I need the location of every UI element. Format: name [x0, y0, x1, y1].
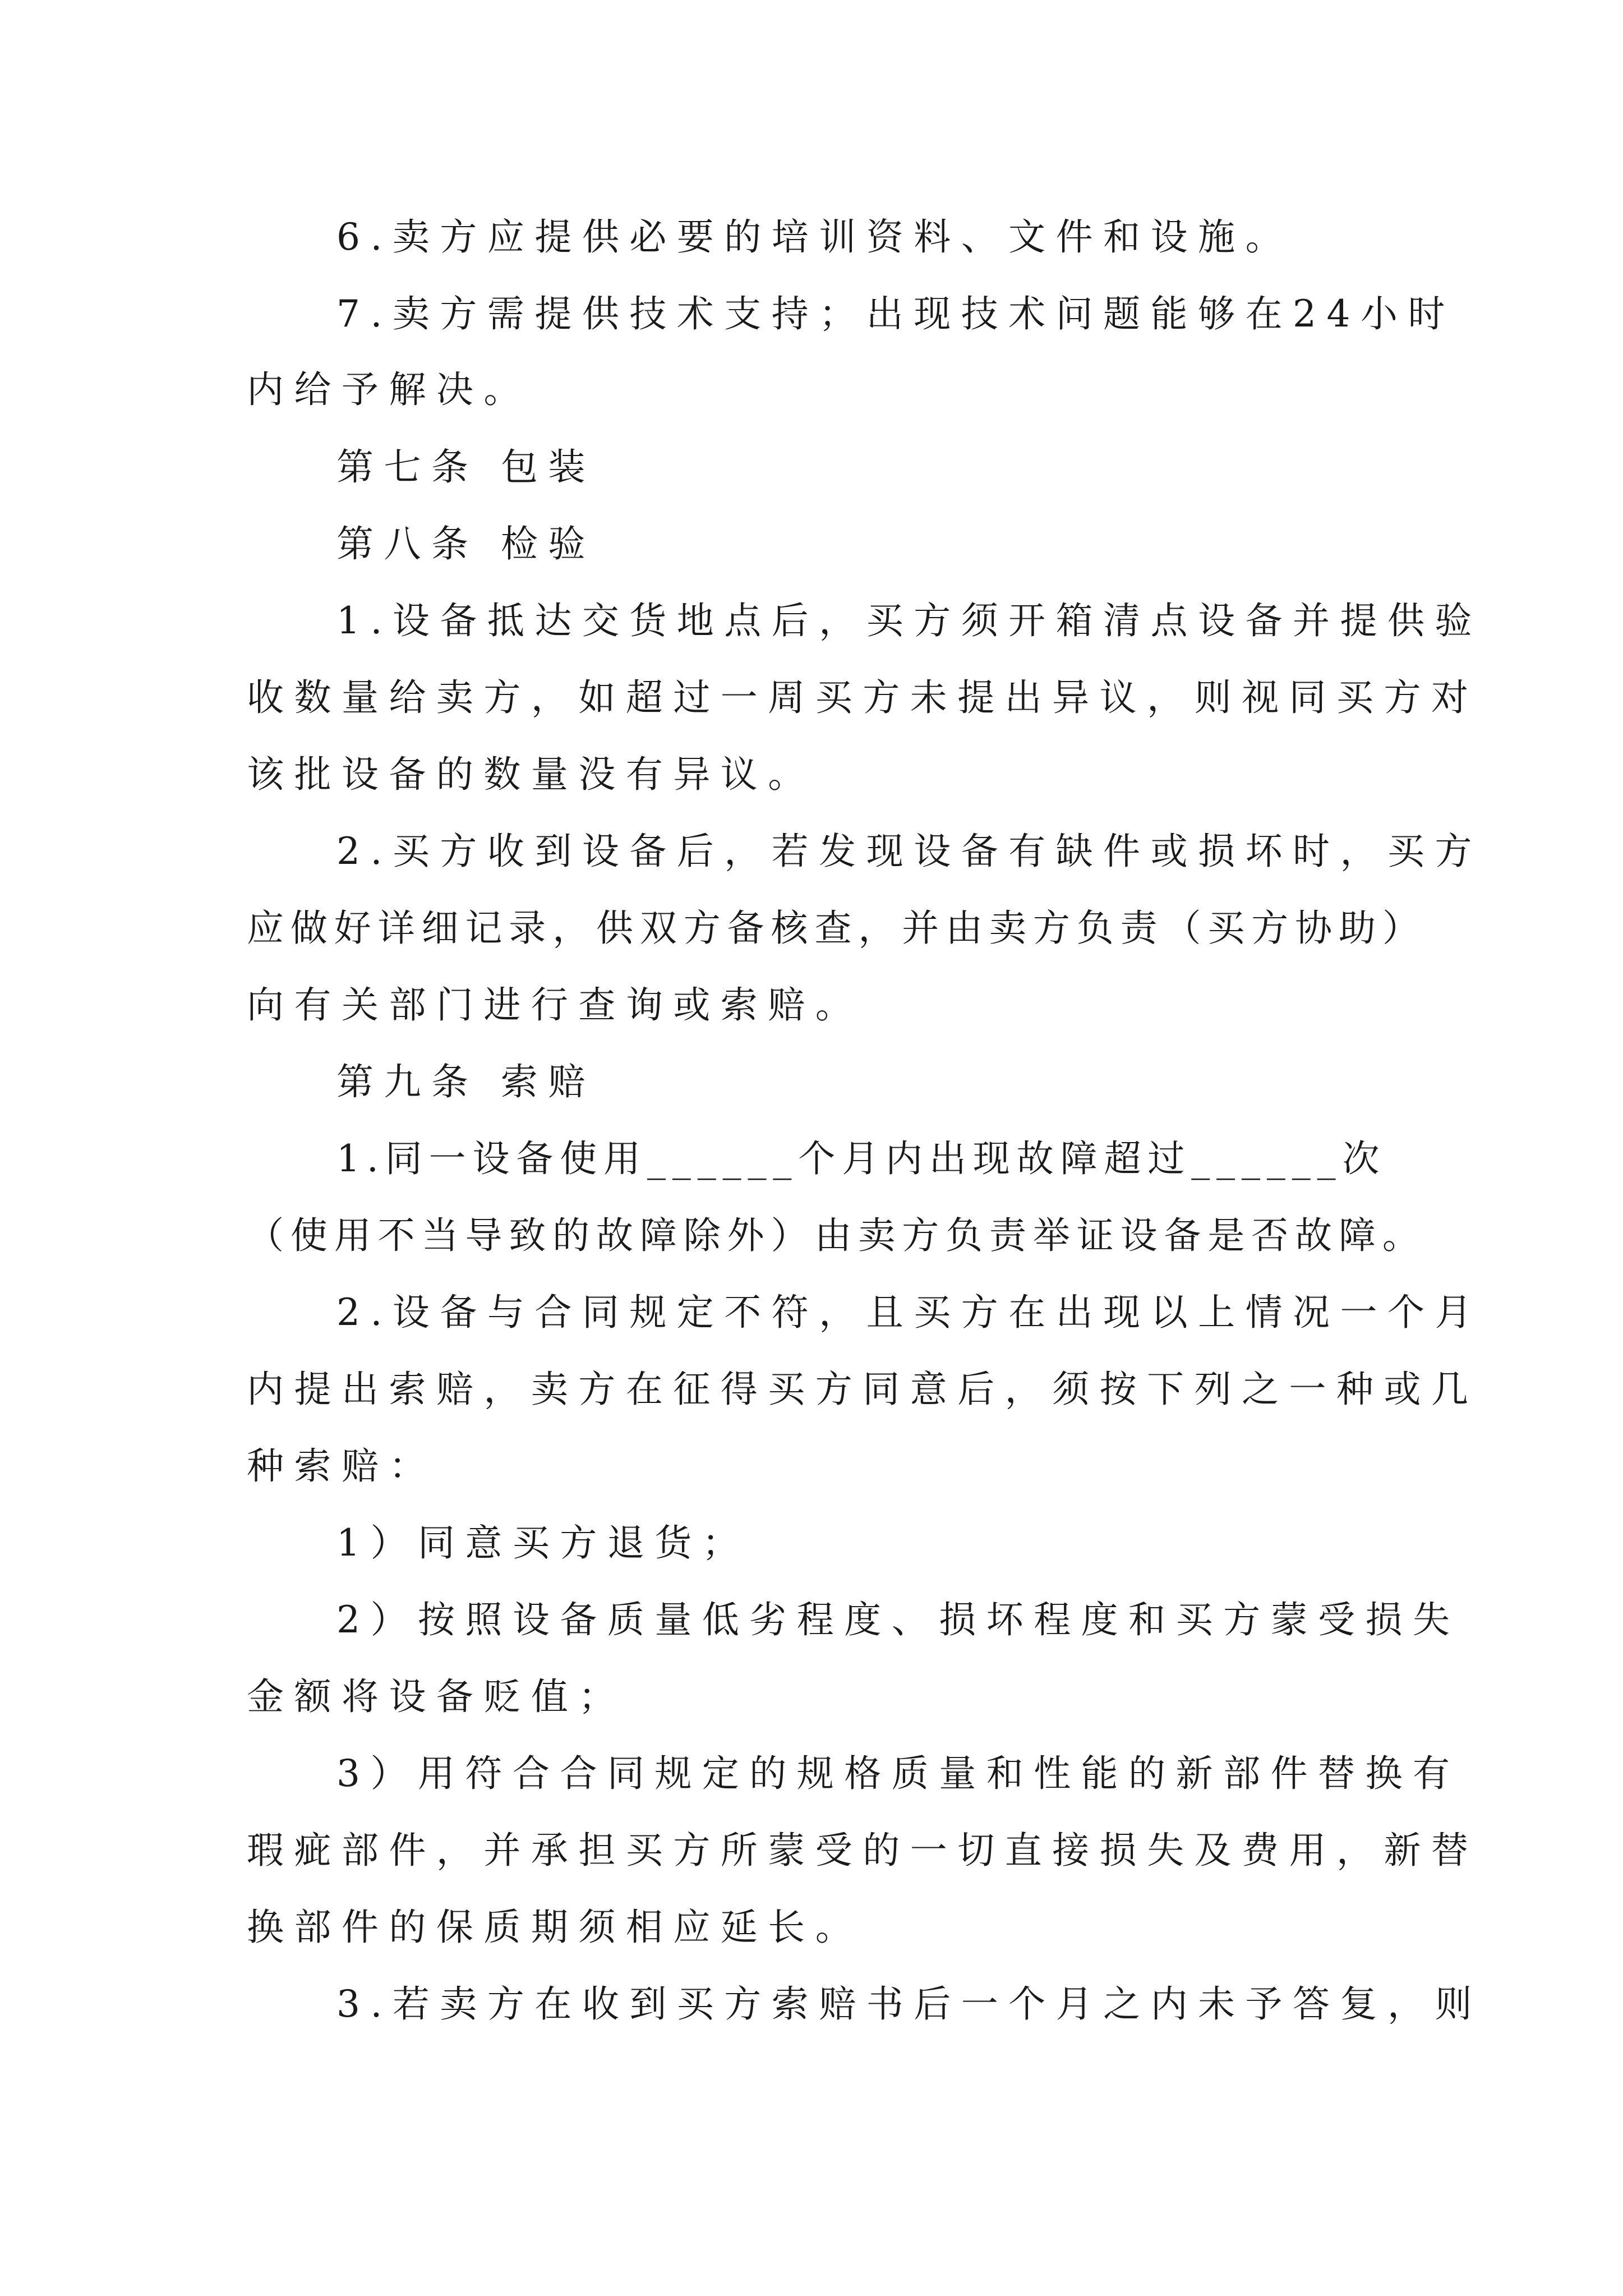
remedy-3: 3）用符合合同规定的规格质量和性能的新部件替换有 — [336, 1752, 1460, 1795]
article-8-item-2-cont-2: 向有关部门进行查询或索赔。 — [247, 983, 863, 1027]
clause-7-text: 7.卖方需提供技术支持；出现技术问题能够在24小时 — [336, 292, 1455, 335]
article-9-item-2: 2.设备与合同规定不符，且买方在出现以上情况一个月 — [336, 1291, 1482, 1334]
article-9-item-3: 3.若卖方在收到买方索赔书后一个月之内未予答复，则 — [336, 1982, 1482, 2026]
article-8-item-1-cont-2: 该批设备的数量没有异议。 — [247, 753, 815, 796]
remedy-3-cont-2: 换部件的保质期须相应延长。 — [247, 1906, 863, 1949]
remedy-1: 1）同意买方退货； — [336, 1521, 750, 1565]
article-9-item-2-cont-1: 内提出索赔，卖方在征得买方同意后，须按下列之一种或几 — [247, 1368, 1479, 1411]
remedy-2-cont: 金额将设备贬值； — [247, 1675, 626, 1718]
article-7-heading: 第七条 包装 — [336, 445, 596, 489]
article-9-item-1: 1.同一设备使用______个月内出现故障超过______次 — [336, 1137, 1386, 1180]
article-8-item-1-cont-1: 收数量给卖方，如超过一周买方未提出异议，则视同买方对 — [247, 676, 1479, 719]
article-9-item-1-cont: （使用不当导致的故障除外）由卖方负责举证设备是否故障。 — [247, 1214, 1426, 1257]
article-8-item-1: 1.设备抵达交货地点后，买方须开箱清点设备并提供验 — [336, 599, 1482, 642]
clause-6-text: 6.卖方应提供必要的培训资料、文件和设施。 — [336, 215, 1293, 259]
article-8-item-2: 2.买方收到设备后，若发现设备有缺件或损坏时，买方 — [336, 830, 1482, 873]
article-8-item-2-cont-1: 应做好详细记录，供双方备核查，并由卖方负责（买方协助） — [247, 907, 1426, 950]
article-9-item-2-cont-2: 种索赔： — [247, 1444, 436, 1488]
article-8-heading: 第八条 检验 — [336, 522, 596, 565]
remedy-2: 2）按照设备质量低劣程度、损坏程度和买方蒙受损失 — [336, 1598, 1460, 1641]
article-9-heading: 第九条 索赔 — [336, 1060, 596, 1103]
clause-7-text-cont: 内给予解决。 — [247, 368, 531, 411]
remedy-3-cont-1: 瑕疵部件，并承担买方所蒙受的一切直接损失及费用，新替 — [247, 1829, 1479, 1872]
